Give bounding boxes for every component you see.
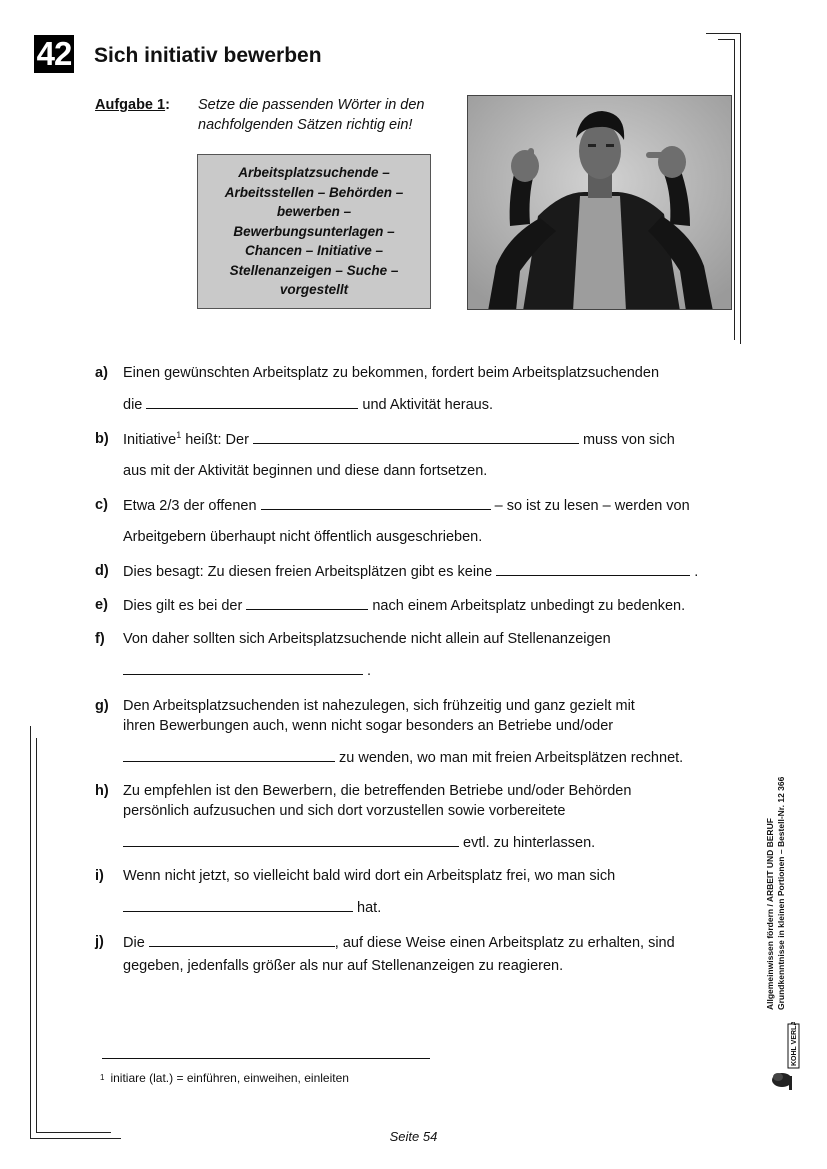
item-text: . (694, 564, 699, 580)
exercise-item-b (95, 429, 745, 481)
exercise-item-d (95, 561, 745, 582)
photo-man-pointing-at-self (467, 95, 732, 310)
item-label: f) (95, 631, 105, 647)
item-text: Von daher sollten sich Arbeitsplatzsuchende nicht allein auf Stellenanzeigen (123, 631, 611, 647)
item-text: . (367, 663, 372, 679)
item-text: Einen gewünschten Arbeitsplatz zu bekommen, fordert beim Arbeitsplatzsuchenden (123, 365, 660, 381)
exercise-item-a (95, 363, 745, 415)
item-label: i) (95, 868, 104, 884)
item-text-line1 (123, 932, 745, 953)
answer-blank[interactable] (496, 561, 690, 576)
tree-icon (770, 1022, 800, 1094)
item-text: Die (123, 935, 145, 951)
item-text: hat. (357, 900, 382, 916)
footnote-mark: 1 (100, 1073, 105, 1082)
footnote-ref: 1 (176, 430, 182, 441)
item-text-line2 (123, 897, 745, 918)
page-number-badge: 42 (34, 35, 74, 73)
item-text: nach einem Arbeitsplatz unbedingt zu bedenken. (372, 598, 686, 614)
item-text: die (123, 397, 143, 413)
task-instruction: Setze die passenden Wörter in den nachfolgenden Sätzen richtig ein! (198, 97, 425, 133)
item-text-line3 (123, 747, 745, 768)
answer-blank[interactable] (149, 932, 335, 947)
side-info-line1: Allgemeinwissen fördern / ARBEIT UND BERUF (765, 818, 775, 1010)
side-publication-info (765, 710, 787, 1010)
item-text-line2 (123, 394, 745, 415)
item-text: und Aktivität heraus. (362, 397, 493, 413)
exercise-item-i (95, 866, 745, 918)
word-box-line: Chancen – Initiative – (244, 243, 384, 259)
footnote (100, 1070, 349, 1086)
page-title: Sich initiativ bewerben (94, 44, 322, 67)
item-text: , auf diese Weise einen Arbeitsplatz zu erhalten, sind (334, 935, 675, 951)
item-label: b) (95, 431, 109, 447)
item-text: Zu empfehlen ist den Bewerbern, die betreffenden Betriebe und/oder Behörden (123, 783, 632, 799)
item-text: gegeben, jedenfalls größer als nur auf Stellenanzeigen zu reagieren. (123, 958, 564, 974)
item-label: h) (95, 783, 109, 799)
task-label-colon: : (165, 97, 170, 113)
page-footer-number: Seite 54 (389, 1129, 438, 1144)
publisher-logo (770, 1022, 800, 1094)
item-text: ihren Bewerbungen auch, wenn nicht sogar besonders an Betriebe und/oder (123, 718, 614, 734)
answer-blank[interactable] (123, 832, 459, 847)
task-label-text: Aufgabe 1 (95, 97, 166, 113)
item-text-line1 (123, 495, 745, 516)
item-text-line1 (123, 561, 745, 582)
item-label: d) (95, 563, 109, 579)
answer-blank[interactable] (253, 429, 579, 444)
item-text: muss von sich (582, 432, 675, 448)
word-box-line: bewerben – (276, 204, 352, 220)
word-box-line: Arbeitsstellen – Behörden – (224, 184, 404, 200)
side-info-line2: Grundkenntnisse in kleinen Portionen – Bestell-Nr. 12 366 (776, 776, 786, 1010)
footnote-divider (102, 1058, 430, 1059)
photo-illustration (468, 96, 732, 310)
item-text: heißt: Der (181, 432, 249, 448)
item-text: Etwa 2/3 der offenen (123, 498, 257, 514)
item-text: Wenn nicht jetzt, so vielleicht bald wird dort ein Arbeitsplatz frei, wo man sich (123, 868, 616, 884)
item-text: – so ist zu lesen – werden von (494, 498, 690, 514)
item-text-line1 (123, 429, 745, 450)
item-label: j) (95, 934, 104, 950)
word-box-line: Stellenanzeigen – Suche – (229, 262, 399, 278)
answer-blank[interactable] (146, 394, 358, 409)
exercise-item-h (95, 781, 745, 853)
answer-blank[interactable] (123, 747, 335, 762)
item-text: Dies gilt es bei der (123, 598, 243, 614)
item-text-line3 (123, 832, 745, 853)
item-text: Initiative (123, 432, 177, 448)
item-text: persönlich aufzusuchen und sich dort vorzustellen sowie vorbereitete (123, 803, 566, 819)
answer-blank[interactable] (261, 495, 491, 510)
word-box-line: vorgestellt (279, 282, 349, 298)
answer-blank[interactable] (123, 660, 363, 675)
exercise-item-e (95, 595, 745, 616)
item-label: c) (95, 497, 108, 513)
footnote-text: initiare (lat.) = einführen, einweihen, einleiten (110, 1071, 349, 1085)
item-text: Arbeitgebern überhaupt nicht öffentlich ausgeschrieben. (123, 529, 483, 545)
exercise-item-g (95, 696, 745, 768)
exercise-item-f (95, 629, 745, 681)
item-label: e) (95, 597, 108, 613)
answer-blank[interactable] (123, 897, 353, 912)
publisher-logo-text: KOHL VERLAG (791, 1022, 798, 1066)
item-text: evtl. zu hinterlassen. (463, 835, 596, 851)
exercise-item-j (95, 932, 745, 976)
item-text: aus mit der Aktivität beginnen und diese dann fortsetzen. (123, 463, 488, 479)
item-label: a) (95, 365, 108, 381)
item-text: Den Arbeitsplatzsuchenden ist nahezulegen, sich frühzeitig und ganz gezielt mit (123, 698, 635, 714)
item-text: Dies besagt: Zu diesen freien Arbeitsplätzen gibt es keine (123, 564, 493, 580)
item-text-line2 (123, 660, 745, 681)
item-text-line1 (123, 595, 745, 616)
answer-blank[interactable] (246, 595, 368, 610)
task-label (95, 95, 170, 115)
word-box (197, 154, 431, 309)
word-box-line: Bewerbungsunterlagen – (233, 223, 395, 239)
exercise-item-c (95, 495, 745, 547)
item-text: zu wenden, wo man mit freien Arbeitsplätzen rechnet. (339, 750, 684, 766)
item-label: g) (95, 698, 109, 714)
word-box-line: Arbeitsplatzsuchende – (238, 165, 390, 181)
